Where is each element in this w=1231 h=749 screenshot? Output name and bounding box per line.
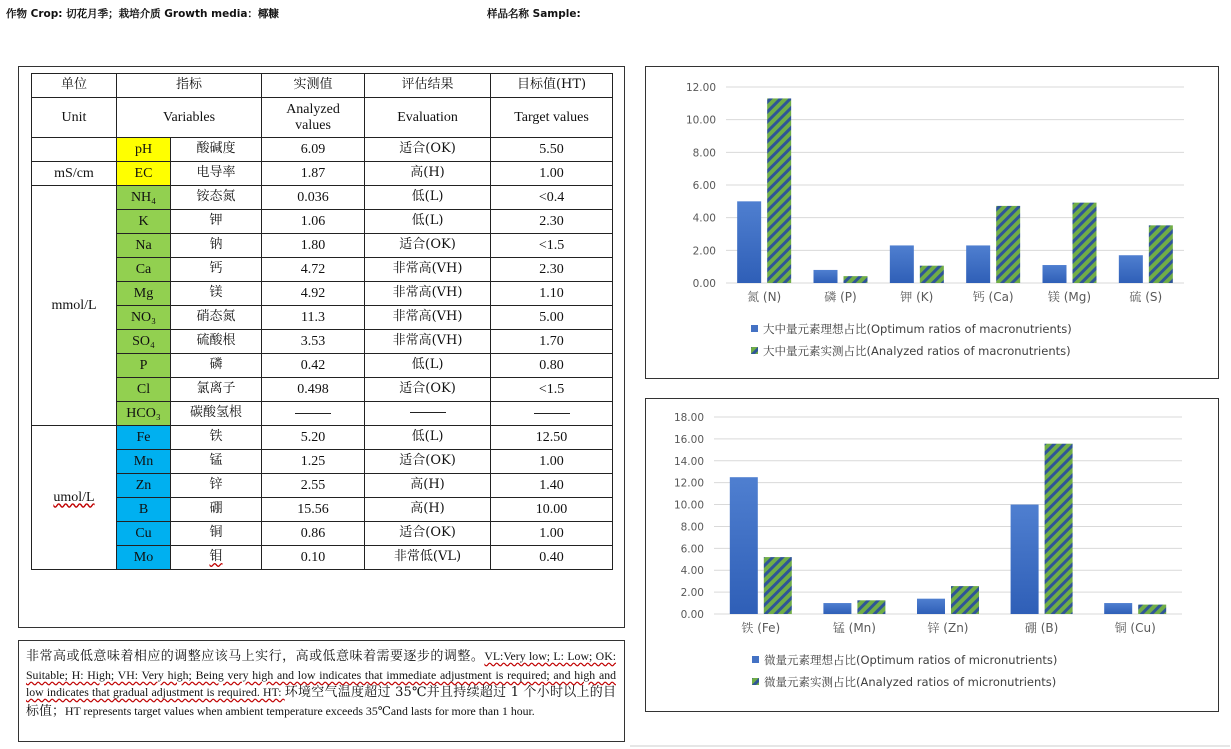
variable-name-zh: 镁	[171, 282, 262, 306]
target-value: 10.00	[491, 498, 613, 522]
analyzed-value: 4.72	[262, 258, 365, 282]
variable-name-zh: 钾	[171, 210, 262, 234]
analyzed-value: 11.3	[262, 306, 365, 330]
table-row	[32, 258, 613, 282]
target-value: 12.50	[491, 426, 613, 450]
evaluation: 适合(OK)	[365, 234, 491, 258]
variable-name-zh: 锌	[171, 474, 262, 498]
bar-analyzed	[767, 98, 791, 283]
evaluation: 适合(OK)	[365, 522, 491, 546]
analyzed-value: 6.09	[262, 138, 365, 162]
legend-label: 大中量元素实测占比(Analyzed ratios of macronutrients)	[763, 344, 1071, 358]
y-tick-label: 18.00	[673, 412, 704, 424]
explanation-note	[18, 640, 625, 742]
bar-analyzed	[844, 276, 868, 283]
y-tick-label: 6.00	[680, 543, 704, 556]
variable-name-zh: 电导率	[171, 162, 262, 186]
evaluation: 非常高(VH)	[365, 330, 491, 354]
note-en-2: HT represents target values when ambient temperature exceeds 35℃and lasts for more than 1 hour.	[65, 703, 535, 718]
analyzed-value: 1.80	[262, 234, 365, 258]
header-variables-zh: 指标	[117, 74, 262, 98]
evaluation: 适合(OK)	[365, 138, 491, 162]
target-value: <1.5	[491, 378, 613, 402]
variable-symbol: Na	[117, 234, 171, 258]
x-tick-label: 氮 (N)	[747, 290, 782, 304]
analyzed-value: 1.06	[262, 210, 365, 234]
bar-analyzed	[1045, 444, 1073, 614]
y-tick-label: 16.00	[673, 433, 704, 446]
target-value: 1.00	[491, 450, 613, 474]
legend-label: 微量元素实测占比(Analyzed ratios of micronutrients)	[764, 675, 1057, 689]
table-row	[32, 138, 613, 162]
evaluation: 适合(OK)	[365, 450, 491, 474]
target-value: <1.5	[491, 234, 613, 258]
empty-dash	[410, 412, 446, 413]
analyzed-value: 0.036	[262, 186, 365, 210]
table-row	[32, 546, 613, 570]
bar-analyzed	[1149, 225, 1173, 283]
analyzed-value: 0.10	[262, 546, 365, 570]
analyzed-value: 0.86	[262, 522, 365, 546]
analyzed-value: 3.53	[262, 330, 365, 354]
variable-symbol: Fe	[117, 426, 171, 450]
target-value: 5.50	[491, 138, 613, 162]
bar-optimum	[1043, 265, 1067, 283]
header-target-en: Target values	[491, 98, 613, 138]
note-en-1: VL:Very low; L: Low; OK: Suitable; H: High; VH: Very high; Being very high and low indicates that immediate adjustment is required; and high and low indicates that gradual adjustment is required. HT:	[26, 649, 616, 699]
y-tick-label: 12.00	[685, 82, 716, 94]
analyzed-value: 0.42	[262, 354, 365, 378]
variable-symbol: EC	[117, 162, 171, 186]
target-value: 1.10	[491, 282, 613, 306]
x-tick-label: 钾 (K)	[900, 290, 934, 304]
y-tick-label: 8.00	[692, 147, 716, 160]
table-row	[32, 450, 613, 474]
page-divider	[630, 745, 1230, 747]
sample-label: 样品名称 Sample:	[487, 8, 581, 20]
variable-name-zh: 铜	[171, 522, 262, 546]
x-tick-label: 硼 (B)	[1024, 621, 1059, 635]
table-row	[32, 498, 613, 522]
legend-swatch	[752, 656, 759, 663]
evaluation: 非常高(VH)	[365, 258, 491, 282]
variable-name-zh: 磷	[171, 354, 262, 378]
y-tick-label: 4.00	[680, 565, 704, 578]
bar-optimum	[890, 245, 914, 283]
y-tick-label: 0.00	[692, 278, 716, 290]
bar-optimum	[917, 599, 945, 614]
evaluation: 适合(OK)	[365, 378, 491, 402]
variable-symbol: Ca	[117, 258, 171, 282]
unit-cell: mS/cm	[32, 162, 117, 186]
note-zh-1: 非常高或低意味着相应的调整应该马上实行，高或低意味着需要逐步的调整。	[26, 649, 485, 664]
evaluation: 高(H)	[365, 474, 491, 498]
variable-name-zh: 钙	[171, 258, 262, 282]
header-unit-en: Unit	[32, 98, 117, 138]
target-value: 1.00	[491, 162, 613, 186]
target-value	[491, 402, 613, 426]
bar-optimum	[823, 603, 851, 614]
target-value: 1.00	[491, 522, 613, 546]
variable-symbol: Mo	[117, 546, 171, 570]
variable-symbol: Cl	[117, 378, 171, 402]
header-value-zh: 实测值	[262, 74, 365, 98]
target-value: 2.30	[491, 210, 613, 234]
header-variables-en: Variables	[117, 98, 262, 138]
analyzed-value: 5.20	[262, 426, 365, 450]
unit-cell: mmol/L	[32, 186, 117, 426]
unit-cell: umol/L	[32, 426, 117, 570]
legend-swatch	[752, 678, 759, 685]
analyzed-value: 15.56	[262, 498, 365, 522]
analyzed-value: 4.92	[262, 282, 365, 306]
evaluation: 高(H)	[365, 162, 491, 186]
target-value: 0.80	[491, 354, 613, 378]
table-row	[32, 378, 613, 402]
evaluation: 非常高(VH)	[365, 282, 491, 306]
bar-analyzed	[1138, 605, 1166, 614]
y-tick-label: 8.00	[680, 521, 704, 534]
table-row	[32, 426, 613, 450]
bar-optimum	[1104, 603, 1132, 614]
y-tick-label: 12.00	[673, 477, 704, 490]
note-zh-2: 环境空气温度超过 35℃并且持续超过 1 个小时以上的目标值；	[26, 684, 616, 719]
table-row	[32, 234, 613, 258]
header-unit-zh: 单位	[32, 74, 117, 98]
y-tick-label: 4.00	[692, 212, 716, 225]
legend-swatch	[751, 325, 758, 332]
y-tick-label: 10.00	[673, 499, 704, 512]
header-eval-en: Evaluation	[365, 98, 491, 138]
y-tick-label: 14.00	[673, 455, 704, 468]
empty-dash	[295, 413, 331, 414]
evaluation	[365, 402, 491, 426]
table-row	[32, 474, 613, 498]
x-tick-label: 镁 (Mg)	[1047, 290, 1092, 304]
analyzed-value: 1.87	[262, 162, 365, 186]
micronutrient-chart	[645, 398, 1219, 712]
x-tick-label: 铜 (Cu)	[1114, 621, 1156, 635]
analyzed-value: 1.25	[262, 450, 365, 474]
x-tick-label: 硫 (S)	[1129, 290, 1163, 304]
variable-name-zh: 碳酸氢根	[171, 402, 262, 426]
variable-symbol: Zn	[117, 474, 171, 498]
table-row	[32, 162, 613, 186]
table-row	[32, 210, 613, 234]
evaluation: 低(L)	[365, 426, 491, 450]
bar-optimum	[1119, 255, 1143, 283]
legend-label: 微量元素理想占比(Optimum ratios of micronutrients)	[764, 653, 1058, 667]
variable-name-zh: 硝态氮	[171, 306, 262, 330]
variable-symbol: SO₄	[117, 330, 171, 354]
variable-symbol: P	[117, 354, 171, 378]
target-value: 1.40	[491, 474, 613, 498]
variable-name-zh: 酸碱度	[171, 138, 262, 162]
evaluation: 非常高(VH)	[365, 306, 491, 330]
macronutrient-chart-svg	[646, 67, 1218, 378]
header-eval-zh: 评估结果	[365, 74, 491, 98]
bar-analyzed	[951, 586, 979, 614]
legend-swatch	[751, 347, 758, 354]
bar-optimum	[737, 201, 761, 283]
x-tick-label: 磷 (P)	[824, 290, 857, 304]
evaluation: 低(L)	[365, 210, 491, 234]
variable-symbol: Mn	[117, 450, 171, 474]
variable-symbol: B	[117, 498, 171, 522]
x-tick-label: 锌 (Zn)	[927, 621, 969, 635]
evaluation: 高(H)	[365, 498, 491, 522]
bar-analyzed	[857, 600, 885, 614]
results-table-box	[18, 66, 625, 628]
evaluation: 低(L)	[365, 186, 491, 210]
variable-symbol: NH₄	[117, 186, 171, 210]
variable-name-zh: 锰	[171, 450, 262, 474]
table-row	[32, 402, 613, 426]
empty-dash	[534, 413, 570, 414]
header-value-en: Analyzed values	[262, 98, 365, 138]
target-value: 0.40	[491, 546, 613, 570]
bar-optimum	[814, 270, 838, 283]
variable-symbol: pH	[117, 138, 171, 162]
x-tick-label: 锰 (Mn)	[832, 621, 876, 635]
y-tick-label: 10.00	[685, 114, 716, 127]
crop-info: 作物 Crop: 切花月季；栽培介质 Growth media：椰糠	[6, 8, 279, 20]
target-value: <0.4	[491, 186, 613, 210]
bar-analyzed	[1073, 203, 1097, 283]
legend-label: 大中量元素理想占比(Optimum ratios of macronutrients)	[763, 322, 1072, 336]
micronutrient-chart-svg	[646, 399, 1218, 711]
variable-name-zh: 硫酸根	[171, 330, 262, 354]
header-target-zh: 目标值(HT)	[491, 74, 613, 98]
table-row	[32, 354, 613, 378]
variable-symbol: Mg	[117, 282, 171, 306]
variable-symbol: NO₃	[117, 306, 171, 330]
variable-symbol: HCO₃	[117, 402, 171, 426]
variable-name-zh: 钠	[171, 234, 262, 258]
variable-name-zh: 铵态氮	[171, 186, 262, 210]
unit-cell	[32, 138, 117, 162]
analyzed-value: 0.498	[262, 378, 365, 402]
variable-symbol: K	[117, 210, 171, 234]
bar-analyzed	[920, 266, 944, 283]
evaluation: 非常低(VL)	[365, 546, 491, 570]
table-row	[32, 306, 613, 330]
variable-name-zh: 钼	[171, 546, 262, 570]
variable-name-zh: 硼	[171, 498, 262, 522]
analyzed-value: 2.55	[262, 474, 365, 498]
y-tick-label: 6.00	[692, 180, 716, 192]
x-tick-label: 铁 (Fe)	[741, 621, 781, 635]
y-tick-label: 2.00	[692, 245, 716, 258]
variable-name-zh: 铁	[171, 426, 262, 450]
target-value: 1.70	[491, 330, 613, 354]
table-row	[32, 186, 613, 210]
table-row	[32, 282, 613, 306]
y-tick-label: 2.00	[680, 587, 704, 600]
analyzed-value	[262, 402, 365, 426]
bar-optimum	[966, 245, 990, 283]
target-value: 5.00	[491, 306, 613, 330]
bar-analyzed	[764, 557, 792, 614]
bar-optimum	[1011, 505, 1039, 614]
variable-name-zh: 氯离子	[171, 378, 262, 402]
results-table	[31, 73, 613, 570]
y-tick-label: 0.00	[680, 609, 704, 621]
table-row	[32, 522, 613, 546]
bar-analyzed	[996, 206, 1020, 283]
x-tick-label: 钙 (Ca)	[972, 290, 1014, 304]
target-value: 2.30	[491, 258, 613, 282]
bar-optimum	[730, 477, 758, 614]
table-row	[32, 330, 613, 354]
macronutrient-chart	[645, 66, 1219, 379]
evaluation: 低(L)	[365, 354, 491, 378]
variable-symbol: Cu	[117, 522, 171, 546]
